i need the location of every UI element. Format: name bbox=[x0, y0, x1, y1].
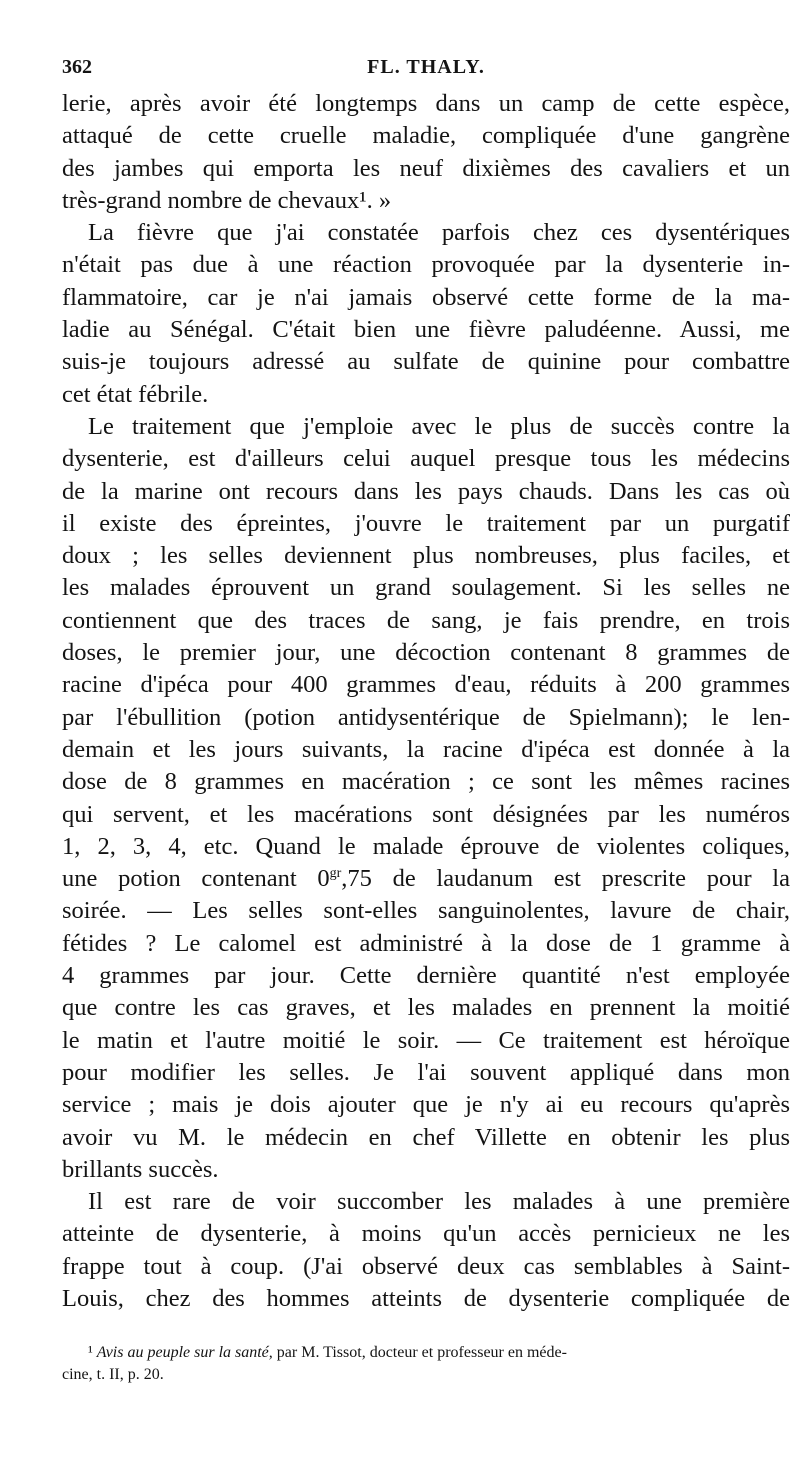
page-number: 362 bbox=[62, 56, 92, 78]
text-line: de la marine ont recours dans les pays chauds. Dans les cas où bbox=[62, 477, 790, 505]
footnote-continuation: cine, t. II, p. 20. bbox=[62, 1366, 164, 1383]
text-line: attaqué de cette cruelle maladie, compliquée d'une gangrène bbox=[62, 122, 790, 150]
unit-superscript: gr bbox=[329, 865, 342, 881]
footnote-title: Avis au peuple sur la santé, bbox=[96, 1344, 273, 1361]
text-line: très-grand nombre de chevaux¹. » bbox=[62, 186, 392, 214]
text-line: frappe tout à coup. (J'ai observé deux cas semblables à Saint- bbox=[62, 1252, 790, 1280]
footnotes bbox=[62, 1342, 790, 1386]
text-line: une potion contenant $0^{gr},75$ de laudanum est prescrite pour la bbox=[62, 865, 790, 893]
text-line: atteinte de dysenterie, à moins qu'un accès pernicieux ne les bbox=[62, 1220, 790, 1248]
text-line: n'était pas due à une réaction provoquée par la dysenterie in- bbox=[62, 251, 790, 279]
text-line: doses, le premier jour, une décoction contenant 8 grammes de bbox=[62, 639, 790, 667]
text-line: racine d'ipéca pour 400 grammes d'eau, réduits à 200 grammes bbox=[62, 671, 790, 699]
text-line: les malades éprouvent un grand soulagement. Si les selles ne bbox=[62, 574, 790, 602]
text-line: Le traitement que j'emploie avec le plus de succès contre la bbox=[88, 412, 790, 440]
text-line: suis-je toujours adressé au sulfate de quinine pour combattre bbox=[62, 348, 790, 376]
text-line: qui servent, et les macérations sont désignées par les numéros bbox=[62, 800, 790, 828]
text-line: 1, 2, 3, 4, etc. Quand le malade éprouve de violentes coliques, bbox=[62, 832, 790, 860]
text-line: demain et les jours suivants, la racine d'ipéca est donnée à la bbox=[62, 735, 790, 763]
text-line: avoir vu M. le médecin en chef Villette en obtenir les plus bbox=[62, 1123, 790, 1151]
footnote bbox=[62, 1342, 790, 1364]
text-line: contiennent que des traces de sang, je fais prendre, en trois bbox=[62, 606, 790, 634]
text-line: dose de 8 grammes en macération ; ce sont les mêmes racines bbox=[62, 768, 790, 796]
text-line: flammatoire, car je n'ai jamais observé cette forme de la ma- bbox=[62, 283, 790, 311]
text-line: Louis, chez des hommes atteints de dysenterie compliquée de bbox=[62, 1284, 790, 1312]
text-line: il existe des épreintes, j'ouvre le traitement par un purgatif bbox=[62, 509, 790, 537]
text-line: des jambes qui emporta les neuf dixièmes des cavaliers et un bbox=[62, 154, 790, 182]
document-page bbox=[62, 0, 790, 1466]
body-text bbox=[62, 88, 790, 1315]
text-line: doux ; les selles deviennent plus nombreuses, plus faciles, et bbox=[62, 542, 790, 570]
text-line: par l'ébullition (potion antidysentérique de Spielmann); le len- bbox=[62, 703, 790, 731]
running-title: FL. THALY. bbox=[367, 56, 485, 78]
text-line: dysenterie, est d'ailleurs celui auquel presque tous les médecins bbox=[62, 445, 790, 473]
text-line: pour modifier les selles. Je l'ai souvent appliqué dans mon bbox=[62, 1058, 790, 1086]
text-line: Il est rare de voir succomber les malades à une première bbox=[88, 1188, 790, 1216]
text-line: ladie au Sénégal. C'était bien une fièvre paludéenne. Aussi, me bbox=[62, 316, 790, 344]
footnote-marker: ¹ bbox=[88, 1344, 93, 1361]
text-line: La fièvre que j'ai constatée parfois chez ces dysentériques bbox=[88, 219, 790, 247]
text-line: fétides ? Le calomel est administré à la dose de 1 gramme à bbox=[62, 929, 790, 957]
text-line: 4 grammes par jour. Cette dernière quantité n'est employée bbox=[62, 962, 790, 990]
footnote-text: par M. Tissot, docteur et professeur en méde- bbox=[272, 1344, 567, 1361]
page-header bbox=[62, 56, 790, 86]
text-line: service ; mais je dois ajouter que je n'y ai eu recours qu'après bbox=[62, 1091, 790, 1119]
text-line: brillants succès. bbox=[62, 1155, 219, 1183]
text-line: lerie, après avoir été longtemps dans un camp de cette espèce, bbox=[62, 90, 790, 117]
text-line: soirée. — Les selles sont-elles sanguinolentes, lavure de chair, bbox=[62, 897, 790, 925]
text-line: le matin et l'autre moitié le soir. — Ce traitement est héroïque bbox=[62, 1026, 790, 1054]
text-line: que contre les cas graves, et les malades en prennent la moitié bbox=[62, 994, 790, 1022]
text-line: cet état fébrile. bbox=[62, 380, 209, 408]
